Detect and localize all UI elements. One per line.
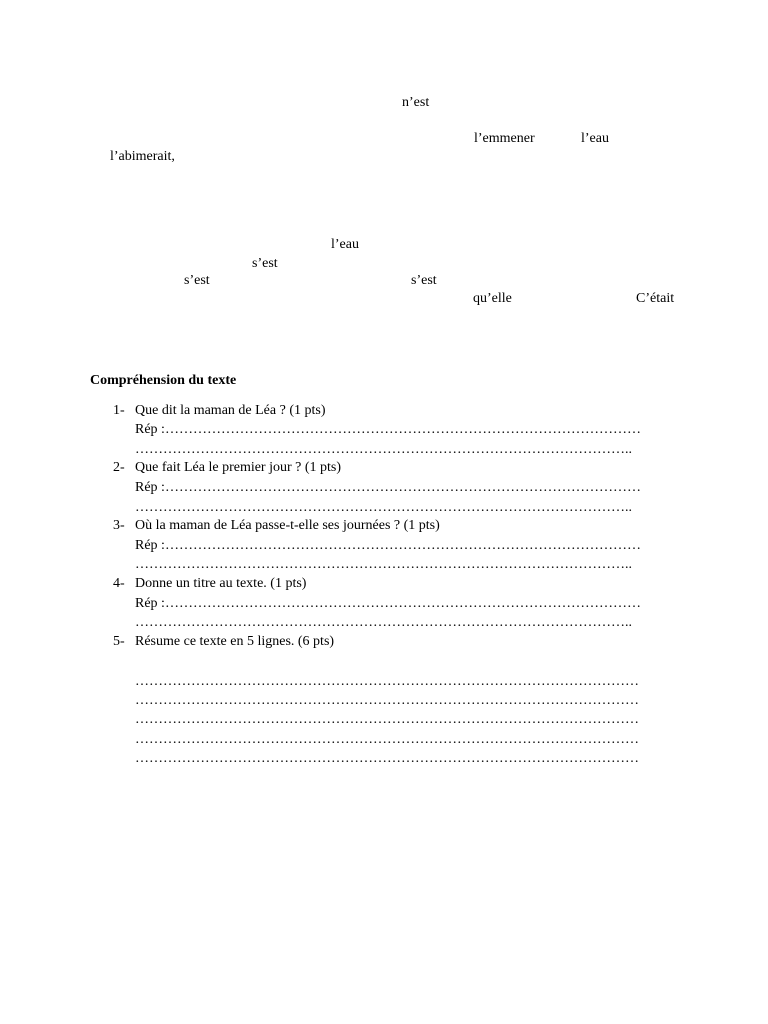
answer-dotted-line: …………………………………………………………………………………………….. — [135, 442, 632, 457]
question-number: 5- — [113, 634, 125, 649]
answer-dotted-line: …………………………………………………………………………………………….. — [135, 615, 632, 630]
summary-line: ……………………………………………………………………………………………… — [135, 712, 639, 727]
text-fragment: n’est — [402, 95, 430, 110]
summary-line: ……………………………………………………………………………………………… — [135, 732, 639, 747]
answer-dotted-line: …………………………………………………………………………………………….. — [135, 557, 632, 572]
summary-line: ……………………………………………………………………………………………… — [135, 674, 639, 689]
question-1 — [113, 403, 325, 419]
answer-line: Rép :………………………………………………………………………………………… — [135, 422, 641, 437]
summary-line: ……………………………………………………………………………………………… — [135, 693, 639, 708]
question-4 — [113, 576, 306, 592]
question-number: 4- — [113, 576, 125, 591]
question-text: Résume ce texte en 5 lignes. (6 pts) — [135, 634, 335, 649]
question-number: 3- — [113, 518, 125, 533]
answer-line: Rép :………………………………………………………………………………………… — [135, 596, 641, 611]
question-text: Que dit la maman de Léa ? (1 pts) — [135, 403, 326, 418]
answer-line: Rép :………………………………………………………………………………………… — [135, 480, 641, 495]
text-fragment: s’est — [184, 273, 210, 288]
text-fragment: l’emmener — [474, 131, 535, 146]
text-fragment: s’est — [252, 256, 278, 271]
answer-dotted-line: …………………………………………………………………………………………….. — [135, 500, 632, 515]
question-2 — [113, 460, 341, 476]
question-5 — [113, 634, 334, 650]
summary-line: ……………………………………………………………………………………………… — [135, 751, 639, 766]
question-text: Où la maman de Léa passe-t-elle ses journées ? (1 pts) — [135, 518, 440, 533]
question-3 — [113, 518, 440, 534]
section-title: Compréhension du texte — [90, 373, 237, 388]
question-number: 2- — [113, 460, 125, 475]
text-fragment: qu’elle — [473, 291, 512, 306]
question-text: Donne un titre au texte. (1 pts) — [135, 576, 307, 591]
text-fragment: l’eau — [581, 131, 609, 146]
text-fragment: s’est — [411, 273, 437, 288]
question-text: Que fait Léa le premier jour ? (1 pts) — [135, 460, 342, 475]
answer-line: Rép :………………………………………………………………………………………… — [135, 538, 641, 553]
question-number: 1- — [113, 403, 125, 418]
text-fragment: C’était — [636, 291, 675, 306]
text-fragment: l’abimerait, — [110, 149, 175, 164]
text-fragment: l’eau — [331, 237, 359, 252]
